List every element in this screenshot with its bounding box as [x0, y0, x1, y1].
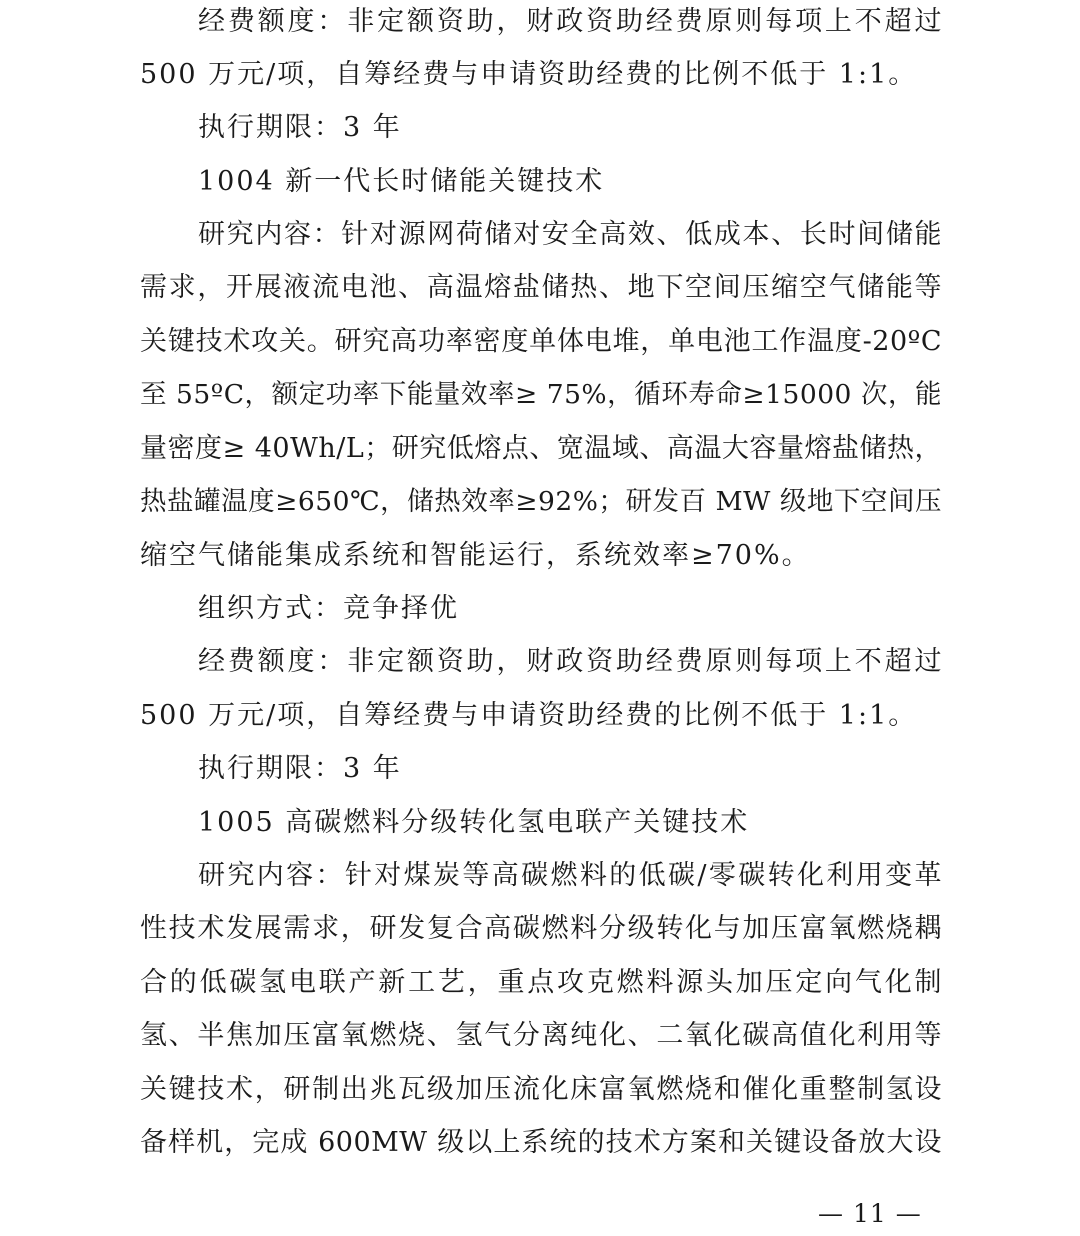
funding-amount-line-3: 经费额度：非定额资助，财政资助经费原则每项上不超过 — [198, 646, 942, 677]
research-content-line-8: 研究内容：针对煤炭等高碳燃料的低碳/零碳转化利用变革 — [198, 860, 942, 891]
page-number: — 11 — — [818, 1199, 922, 1228]
research-content-line-9: 性技术发展需求，研发复合高碳燃料分级转化与加压富氧燃烧耦 — [140, 913, 942, 944]
section-heading-1005: 1005 高碳燃料分级转化氢电联产关键技术 — [198, 807, 750, 838]
research-content-line-2: 需求，开展液流电池、高温熔盐储热、地下空间压缩空气储能等 — [140, 272, 942, 303]
research-content-line-5: 量密度≥ 40Wh/L；研究低熔点、宽温域、高温大容量熔盐储热， — [140, 433, 942, 464]
research-content-line-11: 氢、半焦加压富氧燃烧、氢气分离纯化、二氧化碳高值化利用等 — [140, 1020, 942, 1051]
research-content-line-10: 合的低碳氢电联产新工艺，重点攻克燃料源头加压定向气化制 — [140, 967, 942, 998]
document-page — [140, 0, 942, 1236]
funding-amount-line-2: 500 万元/项，自筹经费与申请资助经费的比例不低于 1:1。 — [140, 59, 918, 90]
research-content-line-4: 至 55ºC，额定功率下能量效率≥ 75%，循环寿命≥15000 次，能 — [140, 379, 942, 410]
section-heading-1004: 1004 新一代长时储能关键技术 — [198, 166, 605, 197]
duration-line: 执行期限：3 年 — [198, 112, 402, 143]
organization-method-line: 组织方式：竞争择优 — [198, 593, 459, 624]
funding-amount-line-1: 经费额度：非定额资助，财政资助经费原则每项上不超过 — [198, 6, 942, 37]
duration-line-2: 执行期限：3 年 — [198, 753, 402, 784]
research-content-line-7: 缩空气储能集成系统和智能运行，系统效率≥70%。 — [140, 540, 811, 571]
research-content-line-6: 热盐罐温度≥650℃，储热效率≥92%；研发百 MW 级地下空间压 — [140, 486, 942, 517]
funding-amount-line-4: 500 万元/项，自筹经费与申请资助经费的比例不低于 1:1。 — [140, 700, 918, 731]
research-content-line-12: 关键技术，研制出兆瓦级加压流化床富氧燃烧和催化重整制氢设 — [140, 1074, 942, 1105]
research-content-line-1: 研究内容：针对源网荷储对安全高效、低成本、长时间储能 — [198, 219, 942, 250]
research-content-line-13: 备样机，完成 600MW 级以上系统的技术方案和关键设备放大设 — [140, 1127, 942, 1158]
research-content-line-3: 关键技术攻关。研究高功率密度单体电堆，单电池工作温度-20ºC — [140, 326, 942, 357]
